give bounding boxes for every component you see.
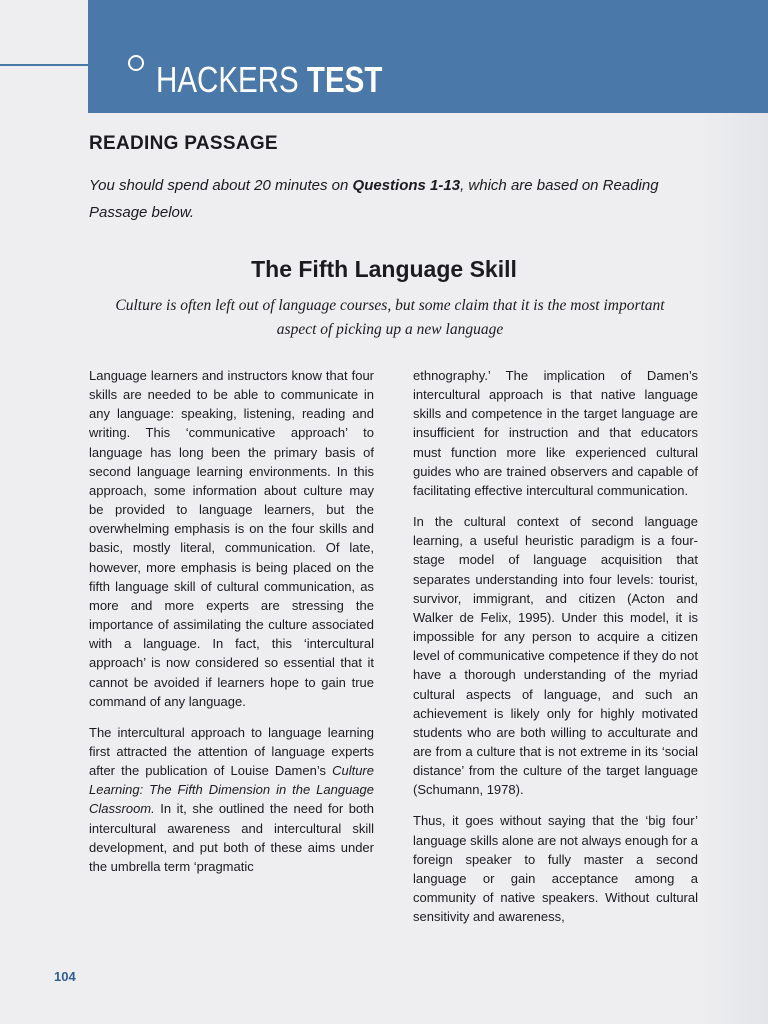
passage-paragraph [89, 723, 374, 876]
header-title-part1: HACKERS [156, 59, 299, 100]
page-number: 104 [54, 969, 76, 984]
passage-column-right [413, 366, 698, 938]
header-title-part2: TEST [306, 59, 383, 100]
instructions-questions: Questions 1-13 [352, 177, 461, 194]
circle-icon [128, 55, 144, 71]
header-title [156, 54, 382, 106]
instructions-prefix: You should spend about 20 minutes on [89, 177, 353, 194]
book-citation: Culture Learning: The Fifth Dimension in the Language Classroom. [89, 763, 374, 817]
paragraph-text: The intercultural approach to language learning first attracted the attention of language experts after the publication of Louise Damen’s [89, 724, 374, 779]
passage-title: The Fifth Language Skill [251, 256, 517, 282]
passage-paragraph: Thus, it goes without saying that the ‘big four’ language skills alone are not always enough for a foreign speaker to fully master a second language or gain acceptance among a community of native speakers. Without cultural sensitivity and awareness, [413, 813, 698, 925]
instructions-suffix: , which are based on Reading Passage below. [89, 177, 659, 221]
header-rule [0, 64, 88, 66]
paragraph-text: In it, she outlined the need for both intercultural awareness and intercultural skill development, and put both of these aims under the umbrella term ‘pragmatic [89, 801, 374, 874]
passage-paragraph: Language learners and instructors know that four skills are needed to be able to communicate in any language: speaking, listening, reading and writing. This ‘communicative approach’ to language has long been the primary basis of second language learning environments. In this approach, some information about culture may be provided to language learners, but the overwhelming emphasis is on the four skills and basic, mostly literal, communication. Of late, however, more emphasis is being placed on the fifth language skill of cultural communication, as more and more experts are stressing the importance of assimilating the culture associated with a language. In fact, this ‘intercultural approach’ is now considered so essential that it cannot be avoided if learners hope to gain true command of any language. [89, 368, 374, 709]
section-heading: READING PASSAGE [89, 133, 278, 154]
passage-column-left [89, 366, 374, 888]
passage-subtitle: Culture is often left out of language courses, but some claim that it is the most important aspect of picking up a new language [115, 297, 665, 338]
page-edge-shadow [698, 0, 768, 1024]
passage-paragraph: ethnography.’ The implication of Damen’s intercultural approach is that native language skills and competence in the target language are insufficient for instruction and that educators must function more like experienced cultural guides who are trained observers and capable of facilitating effective intercultural communication. [413, 368, 698, 498]
instructions [89, 172, 689, 226]
passage-paragraph: In the cultural context of second language learning, a useful heuristic paradigm is a four-stage model of language acquisition that separates understanding into four levels: tourist, survivor, immigrant, and citizen (Acton and Walker de Felix, 1995). Under this model, it is impossible for any person to acquire a citizen level of communicative competence if they do not have a thorough understanding of the myriad cultural aspects of language, and such an achievement is likely only for highly motivated students who are both willing to acculturate and are from a culture that is not extreme in its ‘social distance’ from the culture of the target language (Schumann, 1978). [413, 514, 698, 798]
